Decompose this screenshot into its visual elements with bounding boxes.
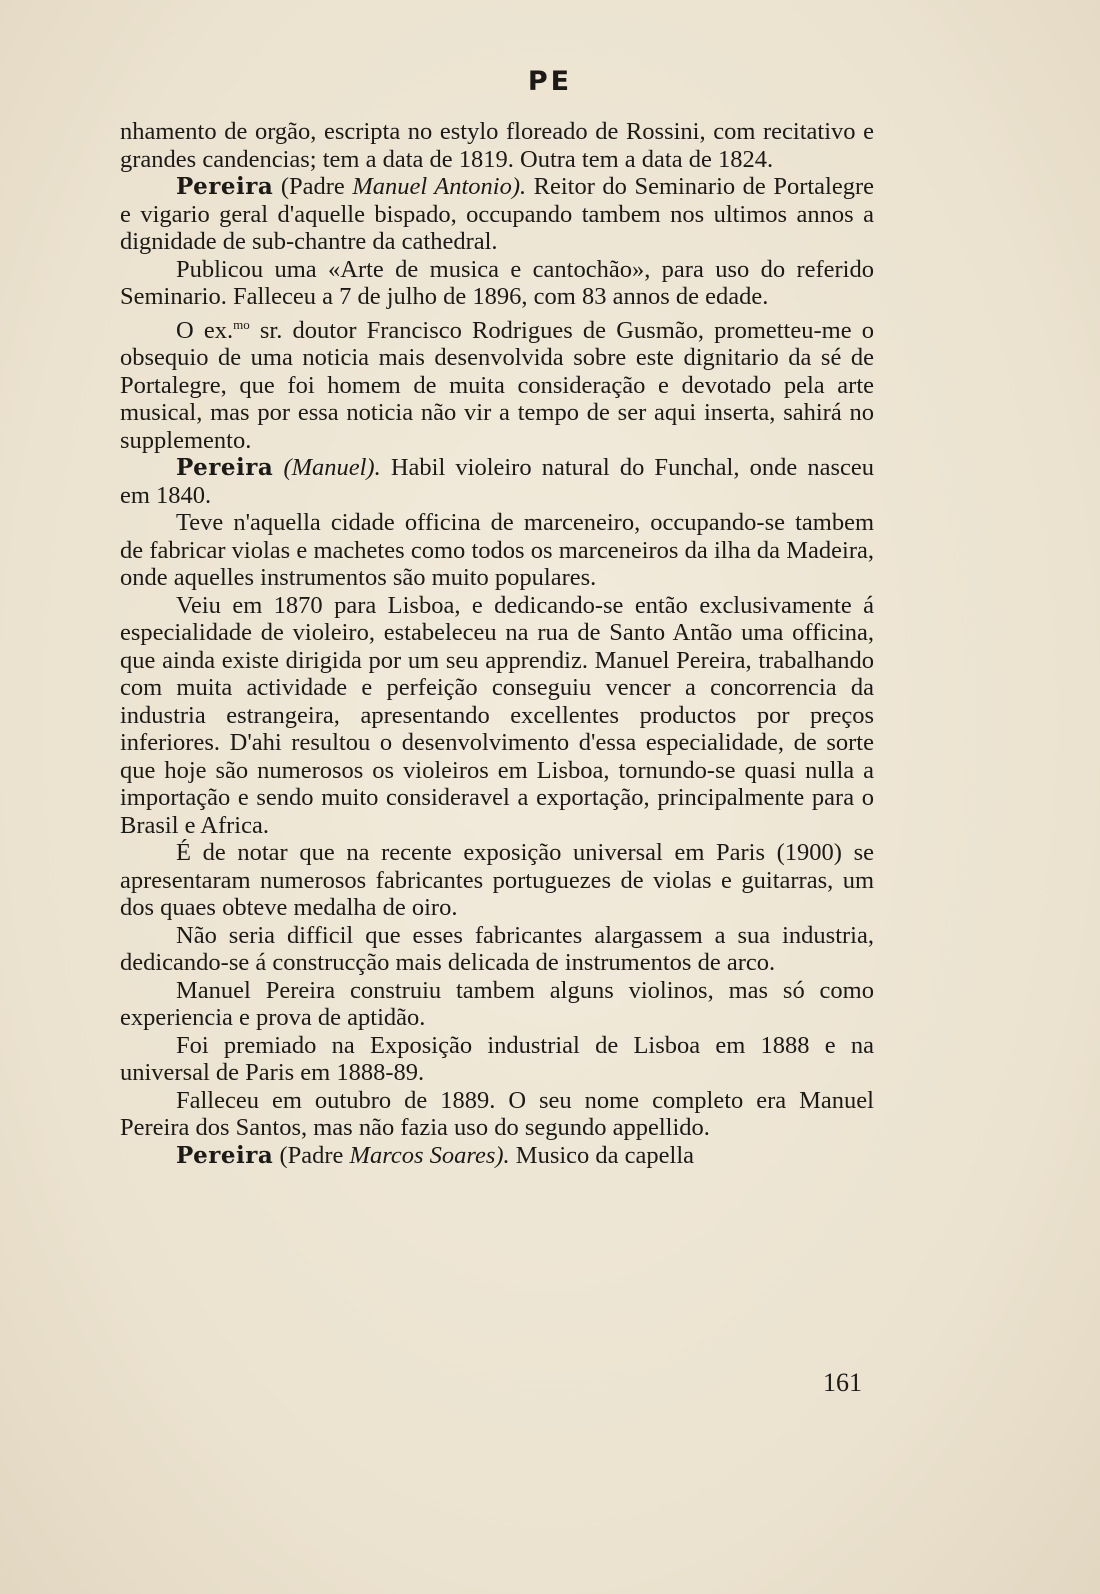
entry-name-italic: Marcos Soares).	[349, 1141, 510, 1169]
entry-text: (Padre	[273, 173, 353, 200]
entry-pereira-marcos-soares	[120, 1142, 874, 1170]
entry-text: Habil violeiro natural do Funchal, onde nasceu em 1840.	[120, 454, 874, 509]
body-text	[120, 118, 874, 1169]
paragraph	[120, 311, 874, 455]
entry-headword: Pereira	[176, 173, 274, 200]
entry-text: Reitor do Seminario de Portalegre e vigario geral d'aquelle bispado, occupando tambem nos ultimos annos a dignidade de sub-chantre da cathedral.	[120, 173, 874, 255]
entry-headword: Pereira	[176, 454, 274, 481]
superscript: mo	[233, 316, 250, 332]
paragraph: É de notar que na recente exposição universal em Paris (1900) se apresentaram numerosos fabricantes portuguezes de violas e guitarras, um dos quaes obteve medalha de oiro.	[120, 839, 874, 921]
page-number: 161	[823, 1368, 862, 1397]
entry-name-italic: Manuel Antonio).	[352, 173, 527, 200]
entry-pereira-manuel-antonio	[120, 173, 874, 256]
paragraph: Publicou uma «Arte de musica e cantochão», para uso do referido Seminario. Falleceu a 7 de julho de 1896, com 83 annos de edade.	[120, 255, 874, 310]
entry-text: (Padre	[273, 1141, 350, 1169]
entry-name-italic: (Manuel).	[273, 454, 381, 481]
entry-pereira-manuel	[120, 454, 874, 509]
paragraph: Foi premiado na Exposição industrial de Lisboa em 1888 e na universal de Paris em 1888-89.	[120, 1031, 874, 1086]
paragraph: Manuel Pereira construiu tambem alguns violinos, mas só como experiencia e prova de aptidão.	[120, 976, 874, 1031]
paragraph: Teve n'aquella cidade officina de marceneiro, occupando-se tambem de fabricar violas e machetes como todos os marceneiros da ilha da Madeira, onde aquelles instrumentos são muito populares.	[120, 509, 874, 591]
paragraph: Veiu em 1870 para Lisboa, e dedicando-se então exclusivamente á especialidade de violeiro, estabeleceu na rua de Santo Antão uma officina, que ainda existe dirigida por um seu apprendiz. Manuel Pereira, trabalhando com muita actividade e perfeição conseguiu vencer a concorrencia da industria estrangeira, apresentando excellentes productos por preços inferiores. D'ahi resultou o desenvolvimento d'essa especialidade, de sorte que hoje são numerosos os violeiros em Lisboa, tornundo-se quasi nulla a importação e sendo muito consideravel a exportação, principalmente para o Brasil e Africa.	[120, 591, 874, 839]
entry-headword: Pereira	[176, 1141, 274, 1169]
paragraph-text: O ex.	[176, 316, 234, 344]
paragraph: Falleceu em outubro de 1889. O seu nome completo era Manuel Pereira dos Santos, mas não fazia uso do segundo appellido.	[120, 1086, 874, 1141]
running-head: PE	[527, 66, 573, 97]
paragraph: Não seria difficil que esses fabricantes alargassem a sua industria, dedicando-se á construcção mais delicada de instrumentos de arco.	[120, 921, 874, 976]
paragraph-text: sr. doutor Francisco Rodrigues de Gusmão, prometteu-me o obsequio de uma noticia mais desenvolvida sobre este dignitario da sé de Portalegre, que foi homem de muita consideração e devotado pela arte musical, mas por essa noticia não vir a tempo de ser aqui inserta, sahirá no supplemento.	[120, 316, 874, 454]
paragraph-continuation: nhamento de orgão, escripta no estylo floreado de Rossini, com recitativo e grandes candencias; tem a data de 1819. Outra tem a data de 1824.	[120, 118, 874, 173]
entry-text: Musico da capella	[509, 1141, 695, 1169]
